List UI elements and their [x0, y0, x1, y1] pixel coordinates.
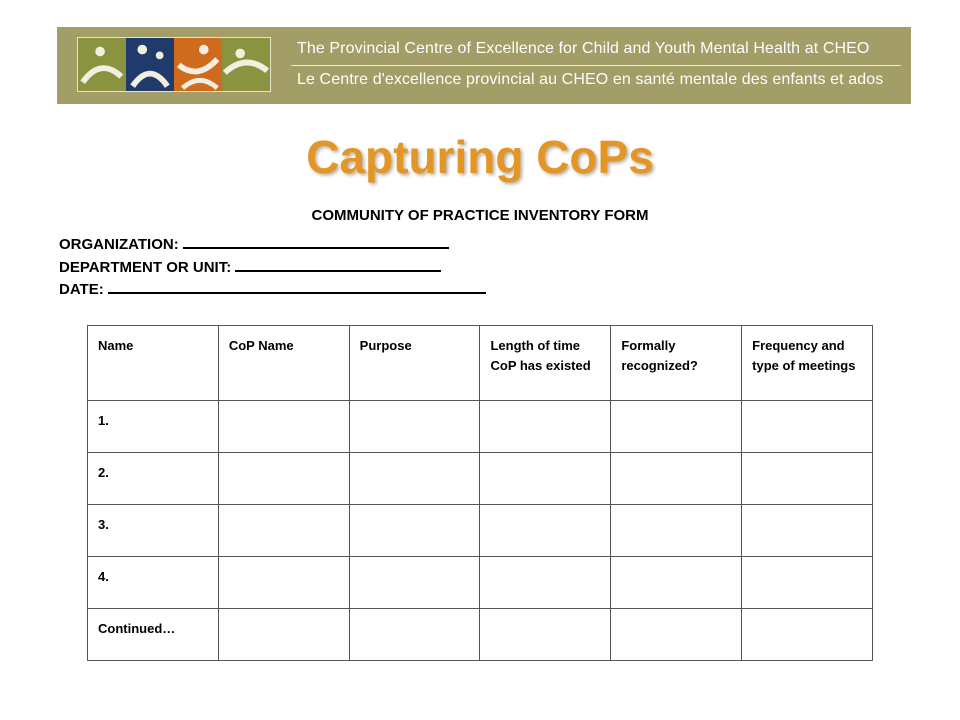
organization-label: ORGANIZATION:	[59, 236, 179, 253]
form-heading: COMMUNITY OF PRACTICE INVENTORY FORM	[311, 207, 649, 224]
date-blank[interactable]	[108, 277, 486, 294]
table-cell[interactable]	[742, 505, 873, 557]
table-cell[interactable]	[742, 609, 873, 661]
logo-tile-blue	[126, 38, 174, 91]
organization-field	[59, 232, 449, 253]
table-cell[interactable]	[480, 609, 611, 661]
page-title: Capturing CoPs	[306, 131, 654, 183]
date-field	[59, 277, 486, 298]
table-cell[interactable]	[480, 557, 611, 609]
table-cell[interactable]	[611, 557, 742, 609]
table-row	[88, 453, 873, 505]
header-length: Length of time CoP has existed	[480, 326, 611, 401]
table-cell[interactable]	[349, 609, 480, 661]
table-cell[interactable]	[742, 401, 873, 453]
row-label: 1.	[88, 401, 219, 453]
logo-tile-green	[78, 38, 126, 91]
table-row	[88, 557, 873, 609]
table-cell[interactable]	[611, 401, 742, 453]
department-field	[59, 255, 441, 276]
row-label: 4.	[88, 557, 219, 609]
table-row	[88, 401, 873, 453]
department-blank[interactable]	[235, 255, 441, 272]
table-cell[interactable]	[349, 453, 480, 505]
table-header-row	[88, 326, 873, 401]
logo-tile-orange	[174, 38, 222, 91]
table-cell[interactable]	[349, 557, 480, 609]
table-cell[interactable]	[480, 401, 611, 453]
header-name: Name	[88, 326, 219, 401]
table-row	[88, 505, 873, 557]
table-cell[interactable]	[218, 401, 349, 453]
table-cell[interactable]	[480, 505, 611, 557]
header-banner	[57, 27, 911, 104]
row-label: 3.	[88, 505, 219, 557]
logo-tile-green-2	[222, 38, 270, 91]
header-formally-recognized: Formally recognized?	[611, 326, 742, 401]
cheo-logo	[77, 37, 271, 92]
table-cell[interactable]	[611, 505, 742, 557]
banner-divider	[291, 65, 901, 66]
department-label: DEPARTMENT OR UNIT:	[59, 259, 232, 276]
date-label: DATE:	[59, 281, 104, 298]
inventory-table	[87, 325, 873, 661]
row-label: Continued…	[88, 609, 219, 661]
header-purpose: Purpose	[349, 326, 480, 401]
table-cell[interactable]	[611, 453, 742, 505]
header-cop-name: CoP Name	[218, 326, 349, 401]
table-cell[interactable]	[218, 609, 349, 661]
organization-blank[interactable]	[183, 232, 449, 249]
table-row	[88, 609, 873, 661]
header-frequency: Frequency and type of meetings	[742, 326, 873, 401]
table-cell[interactable]	[742, 453, 873, 505]
table-cell[interactable]	[742, 557, 873, 609]
table-cell[interactable]	[349, 505, 480, 557]
banner-title-english: The Provincial Centre of Excellence for Child and Youth Mental Health at CHEO	[297, 40, 870, 57]
banner-title-french: Le Centre d'excellence provincial au CHEO en santé mentale des enfants et ados	[297, 71, 884, 88]
table-cell[interactable]	[218, 453, 349, 505]
table-cell[interactable]	[218, 505, 349, 557]
table-cell[interactable]	[349, 401, 480, 453]
table-cell[interactable]	[611, 609, 742, 661]
table-cell[interactable]	[218, 557, 349, 609]
row-label: 2.	[88, 453, 219, 505]
table-cell[interactable]	[480, 453, 611, 505]
